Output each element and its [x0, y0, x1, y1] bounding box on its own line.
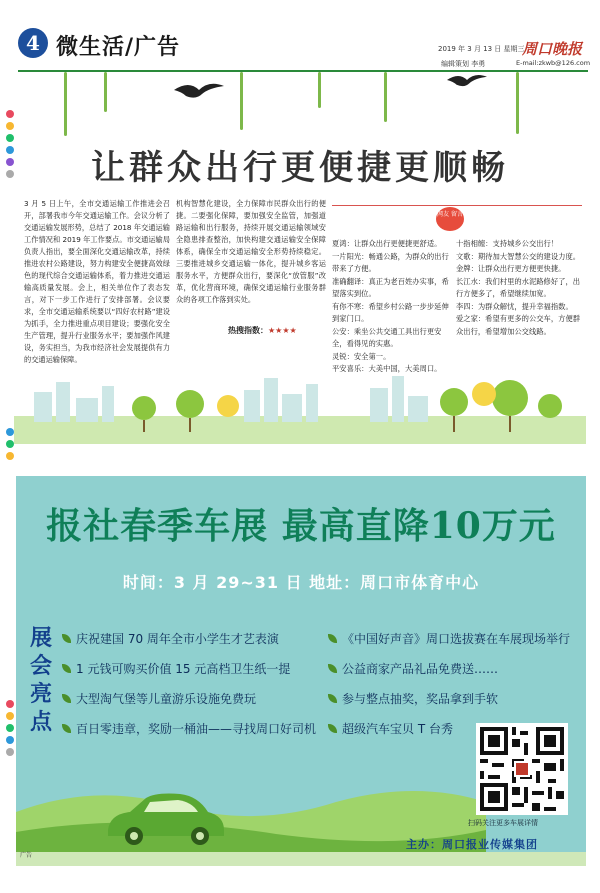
leaf-icon	[328, 724, 337, 733]
list-item: 1 元钱可购买价值 15 元高档卫生纸一提	[62, 660, 316, 690]
list-item: 《中国好声音》周口选拔赛在车展现场举行	[328, 630, 570, 660]
comment-divider	[332, 205, 582, 206]
swallow-icon	[174, 80, 224, 100]
leaf-icon	[62, 724, 71, 733]
comment-badge: 网友 留言	[436, 207, 464, 231]
ad-title: 报社春季车展 最高直降10万元	[46, 505, 556, 547]
qr-code[interactable]	[476, 723, 568, 815]
hot-search-label: 热搜指数：	[228, 326, 268, 335]
article-headline: 让群众出行更便捷更顺畅	[91, 148, 509, 188]
star-rating-icon: ★★★★	[268, 326, 297, 335]
email-address: E-mail:zkwb@126.com	[516, 59, 591, 67]
leaf-icon	[328, 664, 337, 673]
leaf-icon	[62, 694, 71, 703]
list-item: 百日零违章，奖励一桶油——寻找周口好司机	[62, 720, 316, 750]
sponsor-line: 主办：周口报业传媒集团	[406, 838, 538, 851]
ad-time-location: 时间：3 月 29~31 日 地址：周口市体育中心	[122, 573, 480, 592]
leaf-icon	[328, 634, 337, 643]
green-car-icon	[100, 790, 230, 850]
swallow-icon	[446, 72, 488, 88]
editor-credit: 编辑策划 李勇	[441, 60, 486, 68]
vine-decoration	[240, 72, 243, 130]
ad-tag: 广告	[20, 852, 33, 859]
article-body-col2: 机构智慧化建设，全力保障市民群众出行的便捷。二要强化保障，要加强安全监管，加强道路运输和出行服务，持续开展交通运输领域安全隐患排查整治，加快构建交通运输安全保障体系，确保全市交通运输安全形势持续稳定。三要推进城乡交通运输一体化，提升城乡客运服务水平，方便群众出行，要深化“放管服”改革，优化营商环境，确保交通运输行业服务群众的各项工作落到实处。	[176, 199, 326, 304]
qr-caption: 扫码关注更多车展详情	[468, 819, 538, 827]
leaf-icon	[328, 694, 337, 703]
leaf-icon	[62, 664, 71, 673]
vine-decoration	[64, 72, 67, 136]
list-item: 参与整点抽奖，奖品拿到手软	[328, 690, 570, 720]
vine-decoration	[318, 72, 321, 108]
highlights-left-list	[62, 630, 316, 750]
reader-comments-col1: 夏鸿：让群众出行更便捷更舒适。 一片阳光：畅通公路，为群众的出行带来了方便。 准确翻译：真正为老百姓办实事，希望落实到位。 有你不寒：希望乡村公路一步步延伸到家门口。 公安：乘坐公共交通工具出行更安全，看得见的实惠。 灵锐：安全第一。 平安喜乐：大美中国，大美周口。	[332, 239, 449, 373]
vine-decoration	[516, 72, 519, 134]
reader-comments-col2: 十指相缠：支持城乡公交出行！ 文歌：期待加大智慧公交的建设力度。 金牌：让群众出行更方便更快捷。 长江水：我们村里的水泥路修好了，出行方便多了，希望继续加宽。 李四：为群众解忧，提升幸福指数。 爱之家：希望有更多的公交车，方便群众出行，希望增加公交线路。	[456, 239, 581, 336]
list-item: 公益商家产品礼品免费送……	[328, 660, 570, 690]
highlights-label	[26, 624, 56, 736]
section-title: 微生活/广告	[56, 34, 181, 60]
color-strip-bottom	[6, 700, 16, 760]
hot-search-rating	[228, 325, 297, 336]
paper-logo: 周口晚报	[522, 40, 583, 58]
list-item: 大型淘气堡等儿童游乐设施免费玩	[62, 690, 316, 720]
city-skyline-illustration	[14, 372, 586, 444]
vine-decoration	[384, 72, 387, 122]
list-item: 超级汽车宝贝 T 台秀	[328, 720, 570, 750]
vine-decoration	[104, 72, 107, 112]
leaf-icon	[62, 634, 71, 643]
article-body-col1: 3 月 5 日上午，全市交通运输工作推进会召开，部署我市今年交通运输工作。会议分析了交通运输发展形势，总结了 2018 年交通运输工作情况和 2019 年工作要点。市交通运输局负责人指出，要全面深化交通运输改革，持续推进农村公路建设，努力构建安全便捷高效绿色的现代综合交通运输体系，着力推进交通运输高质量发展。会上，相关单位作了表态发言，对下一步工作进行了安排部署。会议要求，全市交通运输系统要以“四好农村路”建设为抓手，全力推进重点项目建设；要强化安全生产管理，提升行业服务水平；要加强作风建设，务实担当，为我市经济社会发展提供有力的交通运输保障。	[24, 199, 170, 364]
list-item: 庆祝建国 70 周年全市小学生才艺表演	[62, 630, 316, 660]
highlights-label-text: 展会亮点	[29, 625, 52, 735]
date-line: 2019 年 3 月 13 日 星期三	[438, 45, 525, 53]
page-number-badge: 4	[18, 28, 48, 58]
